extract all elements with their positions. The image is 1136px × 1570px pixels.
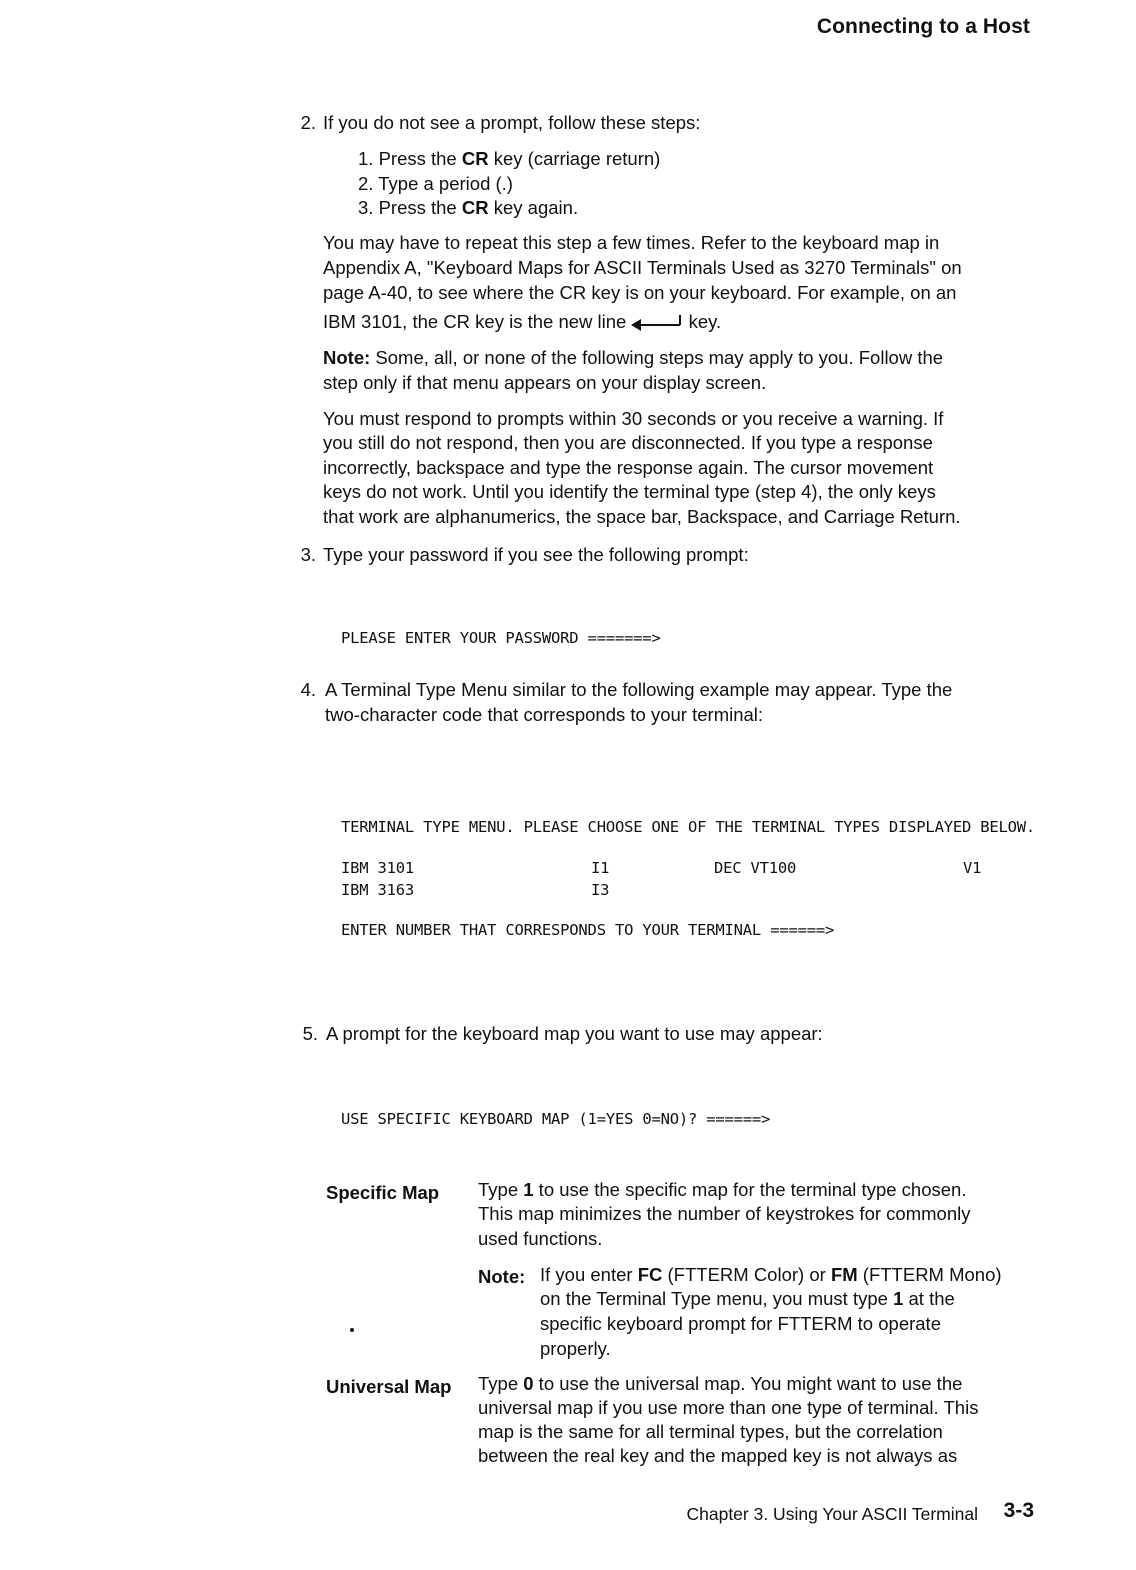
universal-line-4: between the real key and the mapped key is not always as [478,1445,958,1466]
step-3-number: 3. [300,544,316,565]
substep-1-number: 1. [358,148,374,169]
step-4-line-2: two-character code that corresponds to your terminal: [325,704,764,725]
step-3-text: Type your password if you see the following prompt: [323,544,749,565]
universal-map-term: Universal Map [326,1376,452,1397]
menu-row-1-code2: V1 [963,859,982,877]
specific-note-l1-a: If you enter [540,1264,638,1285]
specific-line-1-pre: Type [478,1179,524,1200]
universal-line-1 [478,1371,962,1396]
respond-line-5: that work are alphanumerics, the space bar, Backspace, and Carriage Return. [323,506,961,527]
substep-2 [358,171,513,196]
menu-row-1-code: I1 [591,859,610,877]
substep-3-pre: Press the [378,197,462,218]
note-label: Note: [323,347,371,368]
password-prompt: PLEASE ENTER YOUR PASSWORD =======> [341,629,661,647]
universal-line-1-key: 0 [523,1373,534,1394]
specific-line-1 [478,1177,966,1202]
specific-line-3: used functions. [478,1228,603,1249]
universal-line-1-pre: Type [478,1373,524,1394]
universal-line-2: universal map if you use more than one type of terminal. This [478,1397,979,1418]
repeat-line-2: Appendix A, "Keyboard Maps for ASCII Terminals Used as 3270 Terminals" on [323,257,962,278]
respond-line-1: You must respond to prompts within 30 seconds or you receive a warning. If [323,408,944,429]
repeat-line-3: page A-40, to see where the CR key is on your keyboard. For example, on an [323,282,957,303]
substep-2-number: 2. [358,173,374,194]
substep-1-key: CR [461,148,489,169]
specific-note-l2-a: on the Terminal Type menu, you must type [540,1288,894,1309]
specific-note-label: Note: [478,1266,526,1287]
note-line-2: step only if that menu appears on your display screen. [323,372,767,393]
stray-dot [350,1328,354,1332]
specific-map-term: Specific Map [326,1182,440,1203]
step-4-number: 4. [300,679,316,700]
specific-line-1-key: 1 [523,1179,534,1200]
repeat-line-4-pre: IBM 3101, the CR key is the new line [323,311,632,332]
repeat-line-1: You may have to repeat this step a few times. Refer to the keyboard map in [323,232,940,253]
menu-row-2-name: IBM 3163 [341,881,415,899]
terminal-enter-prompt: ENTER NUMBER THAT CORRESPONDS TO YOUR TERMINAL ======> [341,921,835,939]
specific-note-fc: FC [637,1264,663,1285]
specific-line-2: This map minimizes the number of keystrokes for commonly [478,1203,971,1224]
specific-line-1-post: to use the specific map for the terminal type chosen. [533,1179,967,1200]
specific-note-l1-e: (FTTERM Mono) [857,1264,1002,1285]
universal-line-3: map is the same for all terminal types, but the correlation [478,1421,943,1442]
respond-line-2: you still do not respond, then you are disconnected. If you type a response [323,432,933,453]
universal-line-1-post: to use the universal map. You might want to use the [533,1373,963,1394]
substep-3-key: CR [461,197,489,218]
specific-note-line-1 [540,1262,1002,1287]
specific-note-one: 1 [893,1288,904,1309]
footer-chapter: Chapter 3. Using Your ASCII Terminal [686,1504,978,1524]
specific-note-line-2 [540,1286,955,1311]
step-2-intro: If you do not see a prompt, follow these steps: [323,112,701,133]
terminal-menu-title: TERMINAL TYPE MENU. PLEASE CHOOSE ONE OF THE TERMINAL TYPES DISPLAYED BELOW. [341,818,1036,836]
substep-3-number: 3. [358,197,374,218]
respond-line-4: keys do not work. Until you identify the terminal type (step 4), the only keys [323,481,936,502]
specific-note-l2-c: at the [903,1288,955,1309]
step-5-number: 5. [302,1023,318,1044]
menu-row-1-name: IBM 3101 [341,859,415,877]
substep-1-pre: Press the [378,148,462,169]
specific-note-l1-c: (FTTERM Color) or [662,1264,831,1285]
specific-note-line-4: properly. [540,1338,611,1359]
step-5-text: A prompt for the keyboard map you want to use may appear: [326,1023,823,1044]
note-text-1: Some, all, or none of the following steps may apply to you. Follow the [370,347,944,368]
specific-note-line-3: specific keyboard prompt for FTTERM to operate [540,1313,941,1334]
page-header-title: Connecting to a Host [816,15,1030,38]
note-line-1 [323,345,1035,370]
keyboard-map-prompt: USE SPECIFIC KEYBOARD MAP (1=YES 0=NO)? ======> [341,1110,771,1128]
step-4-line-1: A Terminal Type Menu similar to the following example may appear. Type the [325,679,953,700]
specific-note-fm: FM [830,1264,858,1285]
page-number: 3-3 [1003,1499,1034,1522]
substep-1 [358,146,660,171]
menu-row-2-code: I3 [591,881,610,899]
substep-3 [358,195,578,220]
step-2-number: 2. [300,112,316,133]
repeat-line-4-post: key. [683,311,722,332]
respond-line-3: incorrectly, backspace and type the response again. The cursor movement [323,457,934,478]
substep-2-text: Type a period (.) [378,173,513,194]
substep-1-post: key (carriage return) [488,148,661,169]
new-line-key-icon [631,314,683,332]
substep-3-post: key again. [488,197,579,218]
menu-row-1-name2: DEC VT100 [714,859,797,877]
repeat-line-4 [323,309,1035,334]
